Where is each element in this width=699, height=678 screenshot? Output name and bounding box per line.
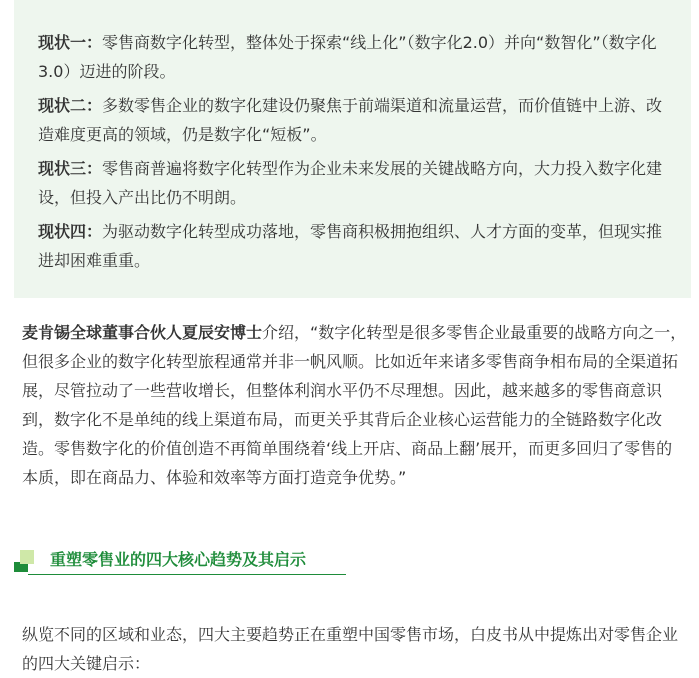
quote-text: 介绍，“数字化转型是很多零售企业最重要的战略方向之一，但很多企业的数字化转型旅程通常并非一帆风顺。比如近年来诸多零售商争相布局的全渠道拓展，尽管拉动了一些营收增长，但整体利润水平仍不尽理想。因此，越来越多的零售商意识到，数字化不是单纯的线上渠道布局，而更关乎其背后企业核心运营能力的全链路数字化改造。零售数字化的价值创造不再简单围绕着‘线上开店、商品上翻’展开，而更多回归了零售的本质，即在商品力、体验和效率等方面打造竞争优势。” [22,323,687,487]
heading-accent-square [20,550,34,564]
status-label: 现状三： [38,159,103,178]
status-item-3 [38,154,667,212]
status-text: 零售商数字化转型，整体处于探索“线上化”（数字化2.0）并向“数智化”（数字化3.0）迈进的阶段。 [38,33,657,81]
status-text: 零售商普遍将数字化转型作为企业未来发展的关键战略方向，大力投入数字化建设，但投入产出比仍不明朗。 [38,159,663,207]
status-label: 现状四： [38,222,103,241]
status-item-2 [38,91,667,149]
status-summary-box [14,0,691,298]
intro-paragraph: 纵览不同的区域和业态，四大主要趋势正在重塑中国零售市场，白皮书从中提炼出对零售企业的四大关键启示： [22,625,679,673]
quote-speaker: 麦肯锡全球董事合伙人夏辰安博士 [22,323,263,342]
status-text: 为驱动数字化转型成功落地，零售商积极拥抱组织、人才方面的变革，但现实推进却困难重重。 [38,222,663,270]
expert-quote-paragraph [22,318,688,492]
heading-underline [28,574,346,575]
status-item-1 [38,28,667,86]
section-heading-text: 重塑零售业的四大核心趋势及其启示 [50,550,307,569]
status-label: 现状一： [38,33,103,52]
status-text: 多数零售企业的数字化建设仍聚焦于前端渠道和流量运营，而价值链中上游、改造难度更高的领域，仍是数字化“短板”。 [38,96,663,144]
section-heading [14,546,332,576]
status-item-4 [38,217,667,275]
status-label: 现状二： [38,96,103,115]
